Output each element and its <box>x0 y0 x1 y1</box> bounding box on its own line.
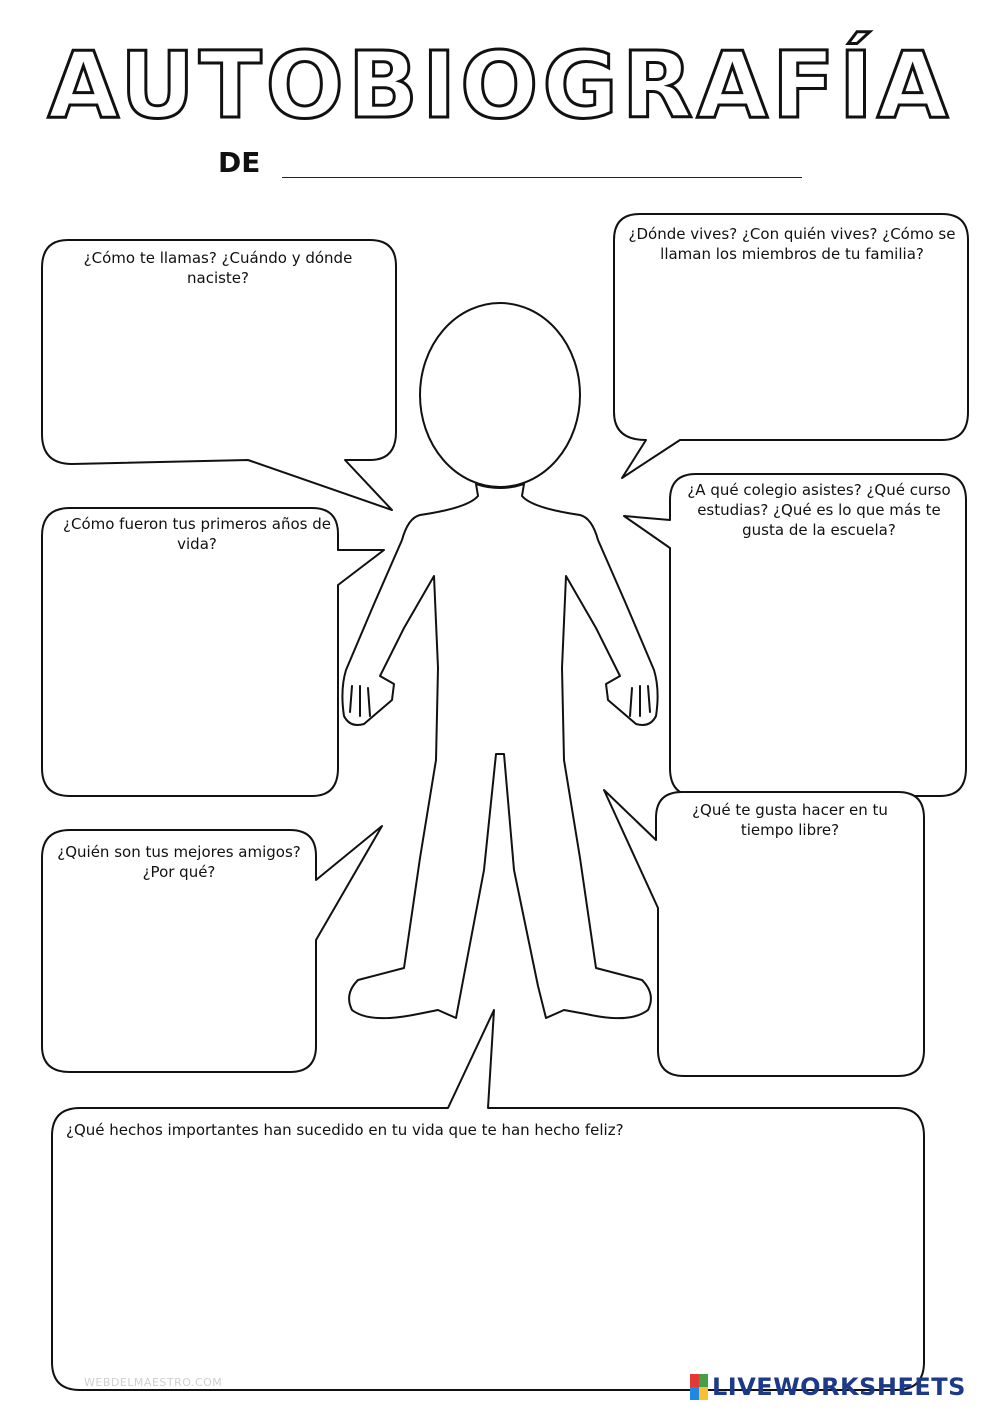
name-line[interactable] <box>282 177 802 178</box>
question-free-time: ¿Qué te gusta hacer en tu tiempo libre? <box>692 801 888 839</box>
question-school: ¿A qué colegio asistes? ¿Qué curso estudias? ¿Qué es lo que más te gusta de la escuela? <box>687 481 951 539</box>
watermark-text: WEBDELMAESTRO.COM <box>84 1376 223 1389</box>
name-label: DE <box>218 146 261 179</box>
question-best-friends: ¿Quién son tus mejores amigos? ¿Por qué? <box>57 843 301 881</box>
brand-name: LIVEWORKSHEETS <box>712 1373 966 1401</box>
question-home-family: ¿Dónde vives? ¿Con quién vives? ¿Cómo se llaman los miembros de tu familia? <box>628 225 956 263</box>
worksheet-title: AUTOBIOGRAFÍA <box>47 32 953 139</box>
question-early-years: ¿Cómo fueron tus primeros años de vida? <box>63 515 331 553</box>
question-happy-events: ¿Qué hechos importantes han sucedido en tu vida que te han hecho feliz? <box>66 1121 624 1139</box>
liveworksheets-brand <box>690 1373 966 1401</box>
question-name-birth: ¿Cómo te llamas? ¿Cuándo y dónde naciste? <box>83 249 353 287</box>
liveworksheets-logo-icon <box>690 1374 708 1400</box>
